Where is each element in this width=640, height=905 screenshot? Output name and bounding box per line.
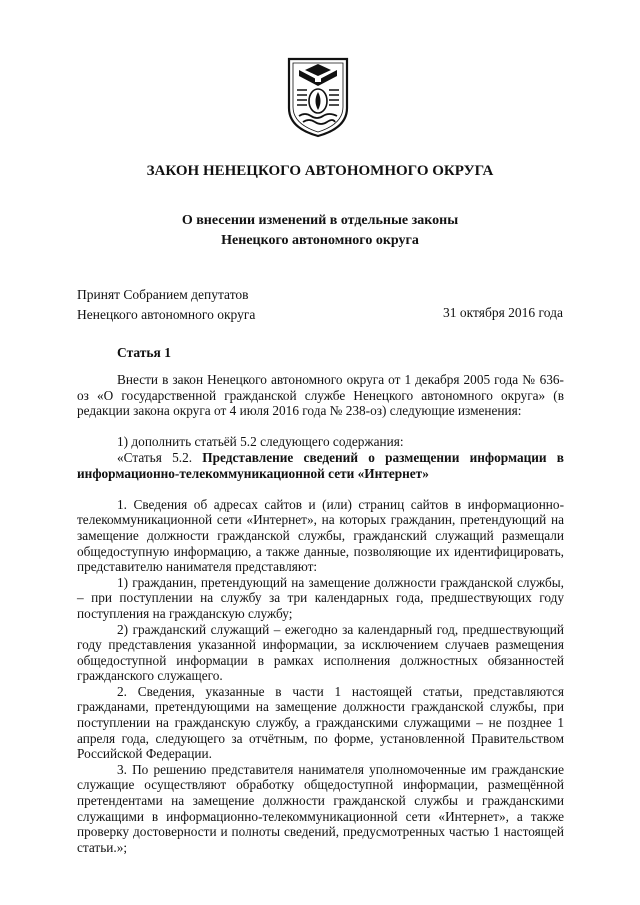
paragraph-2: 2. Сведения, указанные в части 1 настоящей статьи, представляются гражданами, претендующими на замещение должности гражданской службы, при поступлении на гражданскую службу, а гражданскими служащими – не позднее 1 апреля года, следующего за отчётным, по форме, установленной Правительством Российской Федерации.: [77, 683, 564, 762]
adoption-line-1: Принят Собранием депутатов: [77, 287, 249, 302]
paragraph-1-item-2: 2) гражданский служащий – ежегодно за календарный год, предшествующий году представления указанной информации, за исключением случаев размещения общедоступной информации в рамках исполнения должностных обязанностей гражданского служащего.: [77, 621, 564, 684]
article-heading: Статья 1: [117, 345, 171, 360]
adoption-line-2: Ненецкого автономного округа: [77, 307, 256, 322]
item-1: 1) дополнить статьёй 5.2 следующего содержания:: [117, 434, 404, 450]
new-article-prefix: «Статья 5.2.: [117, 449, 203, 465]
new-article-heading: [77, 450, 564, 481]
paragraph-1-item-1: 1) гражданин, претендующий на замещение должности гражданской службы, – при поступлении на службу за три календарных года, предшествующих году поступления на гражданскую службу;: [77, 574, 564, 621]
paragraph-3: 3. По решению представителя нанимателя уполномоченные им гражданские служащие осуществляют обработку общедоступной информации, размещённой претендентами на замещение должности гражданской службы и гражданскими служащими в информационно-телекоммуникационной сети «Интернет», а также проверку достоверности и полноты сведений, предусмотренных частью 1 настоящей статьи.»;: [77, 761, 564, 855]
article-body: [77, 372, 564, 855]
article-intro: Внести в закон Ненецкого автономного округа от 1 декабря 2005 года № 636-оз «О государственной гражданской службе Ненецкого автономного округа» (в редакции закона округа от 4 июля 2016 года № 238-оз) следующие изменения:: [77, 372, 564, 419]
subtitle-line-2: Ненецкого автономного округа: [221, 233, 419, 248]
new-article-title: Представление сведений о размещении информации в информационно-телекоммуникационной сети «Интернет»: [77, 449, 564, 481]
law-title: ЗАКОН НЕНЕЦКОГО АВТОНОМНОГО ОКРУГА: [146, 163, 494, 179]
subtitle-line-1: О внесении изменений в отдельные законы: [181, 213, 459, 228]
adoption-date: 31 октября 2016 года: [443, 305, 563, 320]
coat-of-arms-icon: [285, 56, 351, 138]
law-subtitle: [0, 211, 640, 251]
adoption-block: [77, 285, 255, 325]
paragraph-1: 1. Сведения об адресах сайтов и (или) страниц сайтов в информационно-телекоммуникационной сети «Интернет», на которых гражданин, претендующий на замещение должности гражданской службы, гражданский служащий размещали общедоступную информацию, а также данные, позволяющие их идентифицировать, представителю нанимателя представляют:: [77, 496, 564, 575]
